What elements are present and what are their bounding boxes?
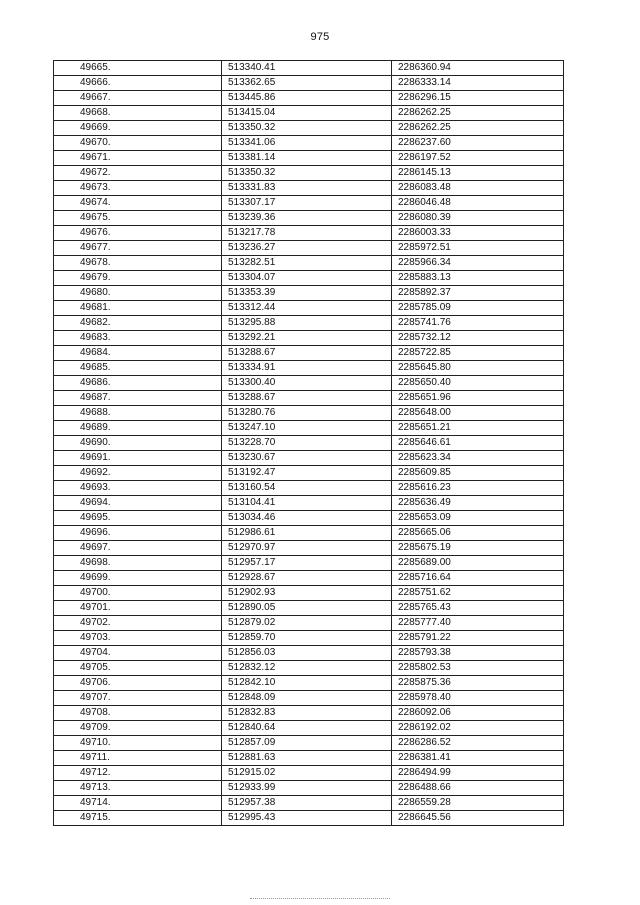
easting-cell: 513247.10	[222, 421, 392, 436]
northing-cell: 2285689.00	[392, 556, 564, 571]
point-id-cell: 49689.	[54, 421, 222, 436]
point-id-cell: 49710.	[54, 736, 222, 751]
easting-cell: 512915.02	[222, 766, 392, 781]
easting-cell: 513239.36	[222, 211, 392, 226]
point-id-cell: 49706.	[54, 676, 222, 691]
easting-cell: 512902.93	[222, 586, 392, 601]
easting-cell: 513312.44	[222, 301, 392, 316]
easting-cell: 513350.32	[222, 121, 392, 136]
northing-cell: 2285978.40	[392, 691, 564, 706]
northing-cell: 2286145.13	[392, 166, 564, 181]
table-row	[54, 631, 564, 646]
easting-cell: 513236.27	[222, 241, 392, 256]
northing-cell: 2285802.53	[392, 661, 564, 676]
easting-cell: 513288.67	[222, 391, 392, 406]
northing-cell: 2286559.28	[392, 796, 564, 811]
northing-cell: 2285716.64	[392, 571, 564, 586]
easting-cell: 512832.83	[222, 706, 392, 721]
table-row	[54, 121, 564, 136]
table-row	[54, 706, 564, 721]
easting-cell: 513104.41	[222, 496, 392, 511]
point-id-cell: 49699.	[54, 571, 222, 586]
easting-cell: 513288.67	[222, 346, 392, 361]
table-row	[54, 361, 564, 376]
northing-cell: 2286237.60	[392, 136, 564, 151]
table-row	[54, 166, 564, 181]
point-id-cell: 49673.	[54, 181, 222, 196]
easting-cell: 513381.14	[222, 151, 392, 166]
table-row	[54, 151, 564, 166]
easting-cell: 513192.47	[222, 466, 392, 481]
easting-cell: 513362.65	[222, 76, 392, 91]
table-row	[54, 61, 564, 76]
easting-cell: 512857.09	[222, 736, 392, 751]
easting-cell: 513331.83	[222, 181, 392, 196]
coordinates-table-body	[54, 61, 564, 826]
point-id-cell: 49711.	[54, 751, 222, 766]
table-row	[54, 331, 564, 346]
table-row	[54, 556, 564, 571]
point-id-cell: 49694.	[54, 496, 222, 511]
easting-cell: 512848.09	[222, 691, 392, 706]
northing-cell: 2286381.41	[392, 751, 564, 766]
point-id-cell: 49675.	[54, 211, 222, 226]
table-row	[54, 106, 564, 121]
northing-cell: 2286092.06	[392, 706, 564, 721]
table-row	[54, 511, 564, 526]
easting-cell: 513292.21	[222, 331, 392, 346]
point-id-cell: 49690.	[54, 436, 222, 451]
table-row	[54, 616, 564, 631]
point-id-cell: 49715.	[54, 811, 222, 826]
table-row	[54, 736, 564, 751]
table-row	[54, 721, 564, 736]
northing-cell: 2285650.40	[392, 376, 564, 391]
point-id-cell: 49681.	[54, 301, 222, 316]
northing-cell: 2286262.25	[392, 106, 564, 121]
table-row	[54, 526, 564, 541]
table-row	[54, 211, 564, 226]
easting-cell: 513307.17	[222, 196, 392, 211]
northing-cell: 2285883.13	[392, 271, 564, 286]
northing-cell: 2285648.00	[392, 406, 564, 421]
northing-cell: 2285651.21	[392, 421, 564, 436]
table-row	[54, 571, 564, 586]
table-row	[54, 316, 564, 331]
table-row	[54, 226, 564, 241]
table-row	[54, 241, 564, 256]
point-id-cell: 49672.	[54, 166, 222, 181]
easting-cell: 512957.38	[222, 796, 392, 811]
northing-cell: 2286488.66	[392, 781, 564, 796]
easting-cell: 512842.10	[222, 676, 392, 691]
easting-cell: 512879.02	[222, 616, 392, 631]
northing-cell: 2285665.06	[392, 526, 564, 541]
northing-cell: 2285645.80	[392, 361, 564, 376]
point-id-cell: 49674.	[54, 196, 222, 211]
table-row	[54, 181, 564, 196]
easting-cell: 513340.41	[222, 61, 392, 76]
point-id-cell: 49667.	[54, 91, 222, 106]
easting-cell: 512840.64	[222, 721, 392, 736]
northing-cell: 2286494.99	[392, 766, 564, 781]
easting-cell: 513282.51	[222, 256, 392, 271]
easting-cell: 512986.61	[222, 526, 392, 541]
easting-cell: 513415.04	[222, 106, 392, 121]
northing-cell: 2285623.34	[392, 451, 564, 466]
point-id-cell: 49714.	[54, 796, 222, 811]
easting-cell: 513300.40	[222, 376, 392, 391]
easting-cell: 512957.17	[222, 556, 392, 571]
easting-cell: 512881.63	[222, 751, 392, 766]
table-row	[54, 496, 564, 511]
northing-cell: 2286046.48	[392, 196, 564, 211]
table-row	[54, 766, 564, 781]
table-row	[54, 451, 564, 466]
point-id-cell: 49685.	[54, 361, 222, 376]
northing-cell: 2285793.38	[392, 646, 564, 661]
table-row	[54, 196, 564, 211]
table-row	[54, 676, 564, 691]
point-id-cell: 49688.	[54, 406, 222, 421]
easting-cell: 513160.54	[222, 481, 392, 496]
footer-divider	[250, 898, 390, 899]
point-id-cell: 49702.	[54, 616, 222, 631]
point-id-cell: 49687.	[54, 391, 222, 406]
northing-cell: 2285636.49	[392, 496, 564, 511]
northing-cell: 2286262.25	[392, 121, 564, 136]
point-id-cell: 49683.	[54, 331, 222, 346]
point-id-cell: 49707.	[54, 691, 222, 706]
easting-cell: 513228.70	[222, 436, 392, 451]
northing-cell: 2285646.61	[392, 436, 564, 451]
northing-cell: 2285732.12	[392, 331, 564, 346]
table-row	[54, 661, 564, 676]
point-id-cell: 49682.	[54, 316, 222, 331]
northing-cell: 2285675.19	[392, 541, 564, 556]
northing-cell: 2286296.15	[392, 91, 564, 106]
point-id-cell: 49700.	[54, 586, 222, 601]
easting-cell: 512995.43	[222, 811, 392, 826]
table-row	[54, 286, 564, 301]
table-row	[54, 586, 564, 601]
table-row	[54, 796, 564, 811]
point-id-cell: 49705.	[54, 661, 222, 676]
point-id-cell: 49665.	[54, 61, 222, 76]
easting-cell: 513295.88	[222, 316, 392, 331]
northing-cell: 2285751.62	[392, 586, 564, 601]
easting-cell: 513230.67	[222, 451, 392, 466]
point-id-cell: 49678.	[54, 256, 222, 271]
point-id-cell: 49666.	[54, 76, 222, 91]
northing-cell: 2286286.52	[392, 736, 564, 751]
table-row	[54, 601, 564, 616]
point-id-cell: 49676.	[54, 226, 222, 241]
easting-cell: 513217.78	[222, 226, 392, 241]
table-row	[54, 811, 564, 826]
point-id-cell: 49703.	[54, 631, 222, 646]
table-row	[54, 271, 564, 286]
point-id-cell: 49692.	[54, 466, 222, 481]
easting-cell: 513334.91	[222, 361, 392, 376]
table-row	[54, 781, 564, 796]
easting-cell: 512832.12	[222, 661, 392, 676]
easting-cell: 513353.39	[222, 286, 392, 301]
northing-cell: 2285875.36	[392, 676, 564, 691]
point-id-cell: 49669.	[54, 121, 222, 136]
easting-cell: 512928.67	[222, 571, 392, 586]
point-id-cell: 49695.	[54, 511, 222, 526]
northing-cell: 2285653.09	[392, 511, 564, 526]
point-id-cell: 49712.	[54, 766, 222, 781]
point-id-cell: 49679.	[54, 271, 222, 286]
table-row	[54, 136, 564, 151]
northing-cell: 2285791.22	[392, 631, 564, 646]
point-id-cell: 49680.	[54, 286, 222, 301]
easting-cell: 513341.06	[222, 136, 392, 151]
northing-cell: 2286080.39	[392, 211, 564, 226]
northing-cell: 2286003.33	[392, 226, 564, 241]
northing-cell: 2285609.85	[392, 466, 564, 481]
point-id-cell: 49693.	[54, 481, 222, 496]
point-id-cell: 49708.	[54, 706, 222, 721]
table-row	[54, 346, 564, 361]
easting-cell: 513350.32	[222, 166, 392, 181]
northing-cell: 2285722.85	[392, 346, 564, 361]
table-row	[54, 91, 564, 106]
northing-cell: 2285741.76	[392, 316, 564, 331]
table-row	[54, 406, 564, 421]
table-row	[54, 256, 564, 271]
northing-cell: 2285765.43	[392, 601, 564, 616]
northing-cell: 2286083.48	[392, 181, 564, 196]
northing-cell: 2285651.96	[392, 391, 564, 406]
point-id-cell: 49704.	[54, 646, 222, 661]
point-id-cell: 49713.	[54, 781, 222, 796]
easting-cell: 513304.07	[222, 271, 392, 286]
point-id-cell: 49686.	[54, 376, 222, 391]
table-row	[54, 391, 564, 406]
easting-cell: 513034.46	[222, 511, 392, 526]
point-id-cell: 49701.	[54, 601, 222, 616]
coordinates-table	[53, 60, 564, 826]
point-id-cell: 49677.	[54, 241, 222, 256]
point-id-cell: 49698.	[54, 556, 222, 571]
page-number: 975	[310, 31, 330, 43]
point-id-cell: 49697.	[54, 541, 222, 556]
northing-cell: 2286197.52	[392, 151, 564, 166]
northing-cell: 2285972.51	[392, 241, 564, 256]
easting-cell: 513280.76	[222, 406, 392, 421]
northing-cell: 2285892.37	[392, 286, 564, 301]
table-row	[54, 481, 564, 496]
northing-cell: 2285777.40	[392, 616, 564, 631]
easting-cell: 512933.99	[222, 781, 392, 796]
northing-cell: 2285785.09	[392, 301, 564, 316]
point-id-cell: 49671.	[54, 151, 222, 166]
point-id-cell: 49691.	[54, 451, 222, 466]
table-row	[54, 376, 564, 391]
easting-cell: 512890.05	[222, 601, 392, 616]
northing-cell: 2286333.14	[392, 76, 564, 91]
point-id-cell: 49670.	[54, 136, 222, 151]
table-row	[54, 301, 564, 316]
easting-cell: 513445.86	[222, 91, 392, 106]
northing-cell: 2286645.56	[392, 811, 564, 826]
northing-cell: 2285966.34	[392, 256, 564, 271]
table-row	[54, 541, 564, 556]
point-id-cell: 49668.	[54, 106, 222, 121]
point-id-cell: 49709.	[54, 721, 222, 736]
table-row	[54, 436, 564, 451]
easting-cell: 512970.97	[222, 541, 392, 556]
table-row	[54, 751, 564, 766]
table-row	[54, 421, 564, 436]
northing-cell: 2285616.23	[392, 481, 564, 496]
northing-cell: 2286192.02	[392, 721, 564, 736]
easting-cell: 512856.03	[222, 646, 392, 661]
table-row	[54, 646, 564, 661]
easting-cell: 512859.70	[222, 631, 392, 646]
table-row	[54, 691, 564, 706]
point-id-cell: 49696.	[54, 526, 222, 541]
northing-cell: 2286360.94	[392, 61, 564, 76]
table-row	[54, 466, 564, 481]
table-row	[54, 76, 564, 91]
point-id-cell: 49684.	[54, 346, 222, 361]
